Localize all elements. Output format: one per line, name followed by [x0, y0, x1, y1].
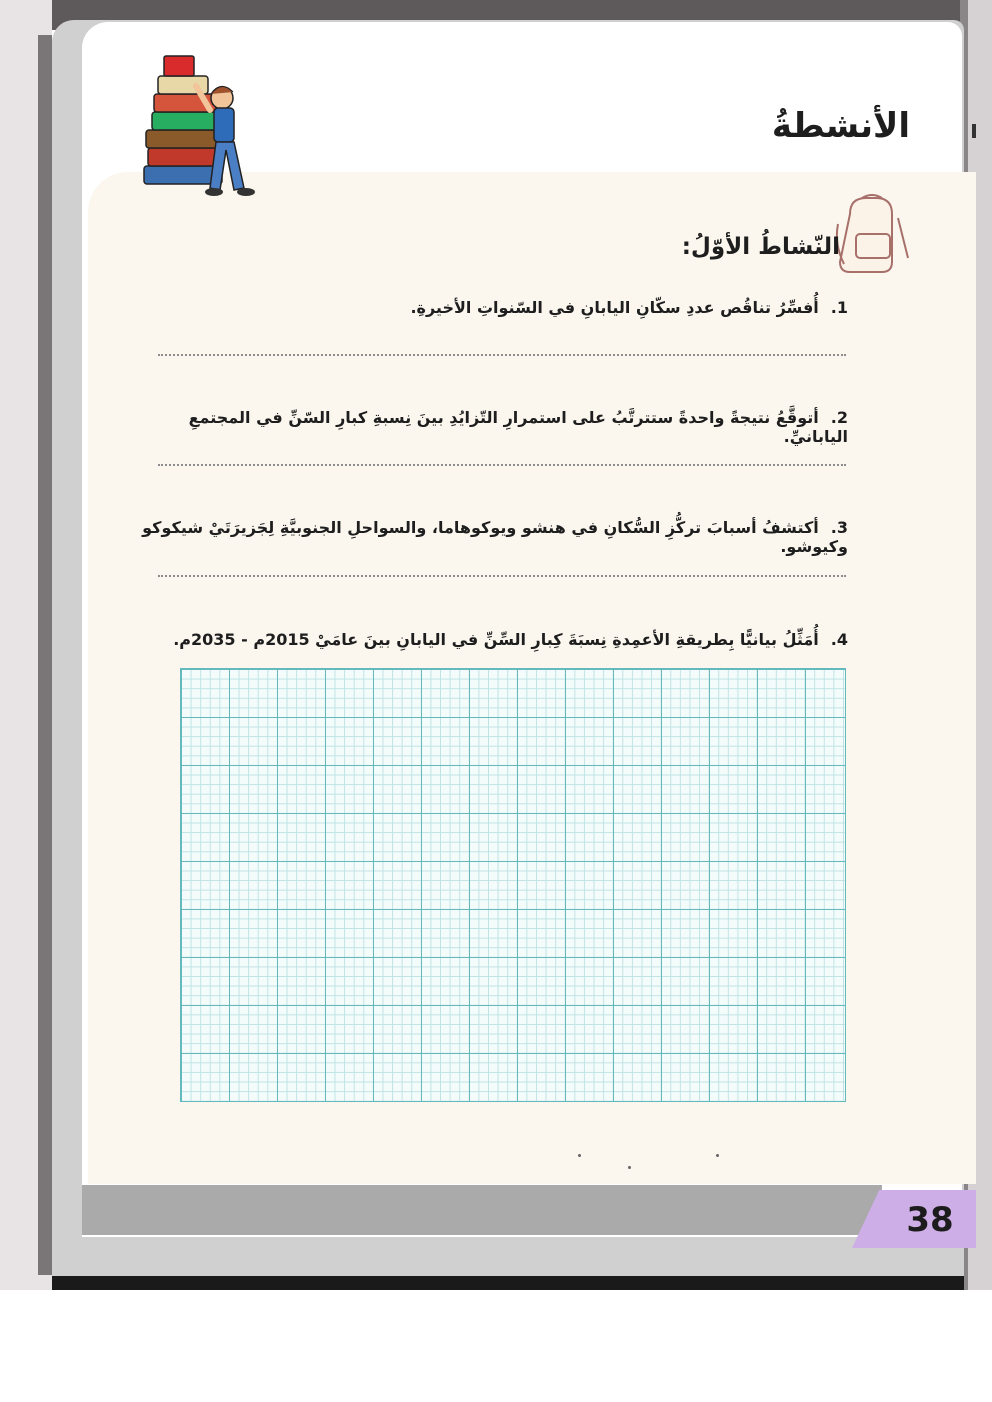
- scan-shadow-left: [38, 35, 52, 1275]
- graph-paper-grid[interactable]: [180, 668, 846, 1102]
- question-number: 3.: [830, 518, 848, 537]
- question-number: 1.: [830, 298, 848, 317]
- question-1: [140, 298, 848, 317]
- activity-title: النّشاطُ الأوّلُ:: [681, 234, 840, 260]
- question-number: 4.: [830, 630, 848, 649]
- answer-line-2[interactable]: [158, 464, 846, 466]
- question-text: أُمَثِّلُ بيانيًّا بِطريقةِ الأعمِدةِ نِسبَةَ كِبارِ السِّنِّ في اليابانِ بينَ عامَيْ 2015م - 2035م.: [173, 630, 819, 649]
- footer-bar: [82, 1185, 882, 1235]
- question-number: 2.: [830, 408, 848, 427]
- question-3: [140, 518, 848, 556]
- page-title: الأنشطةُ: [771, 106, 910, 146]
- question-2: [140, 408, 848, 446]
- scan-speck: [716, 1154, 719, 1157]
- books-stack-icon: [140, 48, 265, 206]
- question-text: أتوقَّعُ نتيجةً واحدةً ستترتَّبُ على استمرارِ التّزايُدِ بينَ نِسبةِ كبارِ السّنِّ في المجتمعِ اليابانيِّ.: [188, 408, 848, 446]
- scan-border-bottom: [52, 1276, 964, 1290]
- page-number: 38: [906, 1200, 954, 1240]
- question-4: [140, 630, 848, 649]
- answer-line-1[interactable]: [158, 354, 846, 356]
- question-text: أكتشفُ أسبابَ تركُّزِ السُّكانِ في هنشو ويوكوهاما، والسواحلِ الجنوبيَّةِ لِجَزيرَتَيْ شيكوكو وكيوشو.: [142, 518, 848, 556]
- answer-line-3[interactable]: [158, 575, 846, 577]
- backpack-icon: [832, 194, 912, 278]
- scan-speck: [628, 1166, 631, 1169]
- scan-speck: [578, 1154, 581, 1157]
- page-corner-mark: [972, 124, 976, 138]
- question-text: أُفسِّرُ تناقُص عددِ سكّانِ اليابانِ في السّنواتِ الأخيرةِ.: [410, 298, 819, 317]
